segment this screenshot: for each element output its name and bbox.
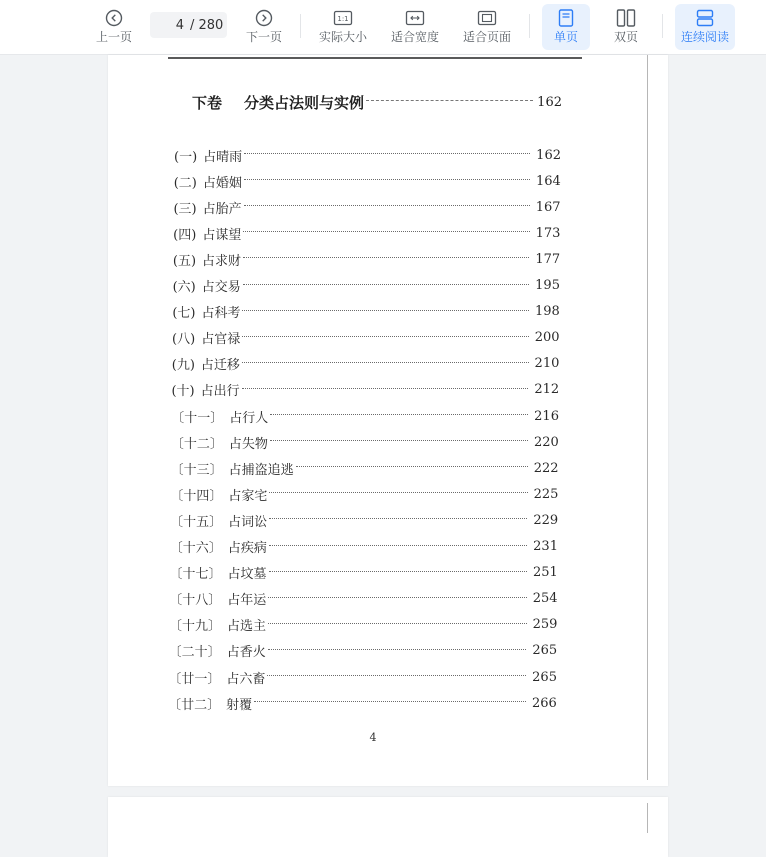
fit-width-icon [405, 7, 425, 29]
leader-dots [242, 388, 529, 389]
toc-entry-index: (六) [172, 280, 196, 295]
toc-entry-index: 〔二十〕 [168, 645, 221, 661]
toc-entry-index: 〔十六〕 [169, 541, 222, 556]
toc-entry-page: 266 [531, 695, 557, 711]
toc-entry-title: 占婚姻 [202, 175, 242, 191]
toc-entry-title: 占疾病 [227, 541, 267, 556]
toc-entry-title: 射覆 [226, 697, 253, 713]
leader-dots [242, 362, 529, 363]
leader-dots [268, 649, 527, 650]
single-page-button[interactable] [542, 4, 590, 50]
toc-entry-index: 〔十二〕 [170, 436, 223, 452]
leader-dots [243, 231, 529, 232]
next-page-button[interactable] [244, 4, 284, 50]
toc-entry-page: 254 [532, 591, 558, 607]
toc-entry [169, 615, 557, 635]
toc-entry-index: 〔十七〕 [169, 567, 222, 583]
continuous-scroll-icon [696, 7, 714, 29]
leader-dots [269, 518, 527, 519]
toc-entry-page: 220 [533, 434, 559, 450]
leader-dots [269, 492, 527, 493]
toc-entry-page: 216 [534, 408, 559, 424]
toc-section-heading [192, 91, 562, 113]
toc-entry [173, 276, 560, 296]
toc-entry [173, 223, 560, 243]
toc-entry-title: 占科考 [201, 306, 241, 322]
double-page-button[interactable] [604, 4, 648, 50]
toc-entry [172, 328, 560, 348]
fit-page-button[interactable] [460, 4, 514, 50]
toc-entry-page: 225 [533, 486, 559, 502]
toc-entry-index: 〔廿二〕 [168, 697, 221, 713]
leader-dots [268, 597, 527, 598]
fit-page-label: 适合页面 [462, 30, 511, 44]
leader-dots [243, 257, 529, 258]
toc-entry-title: 占晴雨 [203, 149, 243, 165]
actual-size-label: 实际大小 [318, 30, 367, 44]
toc-entry [174, 145, 561, 165]
continuous-reading-button[interactable] [675, 4, 735, 50]
toc-entry-page: 265 [532, 669, 557, 685]
leader-dots [268, 623, 527, 624]
toc-entry-page: 162 [536, 147, 561, 163]
toc-entry [169, 589, 557, 609]
toc-entry-index: 〔十九〕 [168, 619, 221, 635]
toc-entry-page: 210 [534, 356, 560, 372]
page-number-box [150, 12, 227, 38]
section-page-number: 162 [537, 94, 562, 110]
toc-entry-page: 200 [534, 330, 560, 346]
toc-entry-page: 231 [533, 539, 558, 554]
toolbar-divider [662, 14, 663, 38]
document-page [108, 55, 668, 786]
chevron-right-circle-icon [255, 7, 273, 29]
toc-entry-index: (二) [173, 175, 197, 191]
toc-entry-title: 占家宅 [228, 488, 268, 504]
total-pages: / 280 [190, 17, 224, 33]
toc-entry-title: 占谋望 [202, 227, 242, 243]
leader-dots [242, 310, 528, 311]
toc-entry [171, 406, 559, 426]
leader-dots [244, 205, 530, 206]
scan-edge-line [647, 803, 648, 833]
toolbar-divider [300, 14, 301, 38]
page-footer-number: 4 [369, 731, 377, 744]
chevron-left-circle-icon [105, 7, 123, 29]
toc-entry-index: 〔十八〕 [169, 593, 222, 609]
toc-entry-title: 占失物 [228, 436, 268, 452]
leader-dots [366, 100, 533, 101]
toc-entry-index: (八) [172, 332, 196, 348]
leader-dots [243, 284, 529, 285]
toc-entry-page: 222 [533, 460, 559, 476]
toc-entry-page: 173 [535, 225, 561, 241]
prev-page-button[interactable] [94, 4, 134, 50]
toc-entry [170, 537, 558, 557]
page-top-rule [168, 57, 582, 59]
toc-entry [168, 667, 557, 687]
toc-entry-index: (一) [174, 149, 198, 165]
toc-entry-title: 占捕盗追逃 [228, 462, 294, 478]
toc-entry [172, 354, 560, 374]
toc-entry-title: 占坟墓 [227, 567, 267, 583]
toc-entry-page: 164 [535, 173, 561, 189]
toc-entry-title: 占胎产 [202, 201, 242, 217]
leader-dots [269, 545, 527, 546]
leader-dots [296, 466, 528, 467]
toc-entry [170, 563, 558, 583]
toc-entry-page: 259 [532, 617, 558, 633]
toc-entry-index: 〔十三〕 [170, 462, 223, 478]
toc-entry-index: (三) [173, 201, 197, 217]
toc-entry [171, 432, 559, 452]
leader-dots [270, 414, 528, 415]
toc-entry-title: 占出行 [200, 384, 240, 400]
fit-page-icon [477, 7, 497, 29]
toc-entry-index: (五) [172, 253, 197, 269]
leader-dots [254, 701, 526, 702]
toc-entry-index: 〔十一〕 [171, 410, 224, 426]
leader-dots [242, 336, 529, 337]
toolbar-divider [529, 14, 530, 38]
actual-size-icon [333, 7, 353, 29]
toc-entry-title: 占六畜 [226, 671, 266, 687]
double-page-icon [616, 7, 636, 29]
toc-entry [173, 249, 560, 269]
toc-entry-page: 229 [533, 512, 559, 528]
toc-entry [174, 171, 561, 191]
toc-entry-title: 占词讼 [228, 514, 268, 530]
toc-entry-index: (九) [171, 358, 195, 374]
toc-entry [171, 458, 559, 478]
toc-entry-page: 198 [534, 304, 560, 320]
next-page-label: 下一页 [245, 30, 282, 44]
toc-entry-page: 212 [534, 382, 560, 398]
leader-dots [269, 571, 527, 572]
single-page-label: 单页 [553, 30, 578, 44]
toc-entry [170, 510, 558, 530]
fit-width-button[interactable] [388, 4, 442, 50]
toc-entry-page: 195 [535, 278, 560, 293]
toc-entry-title: 占求财 [202, 253, 242, 269]
toc-entry-page: 167 [535, 199, 561, 215]
toc-entry-index: (四) [173, 227, 197, 243]
fit-width-label: 适合宽度 [390, 30, 439, 44]
continuous-reading-label: 连续阅读 [680, 30, 729, 44]
toc-entry-index: 〔十四〕 [170, 488, 223, 504]
toc-entry-title: 占迁移 [200, 358, 240, 374]
actual-size-button[interactable] [316, 4, 370, 50]
leader-dots [244, 179, 530, 180]
section-title: 分类占法则与实例 [244, 93, 365, 112]
toc-entry [171, 380, 559, 400]
prev-page-label: 上一页 [95, 30, 132, 44]
volume-label: 下卷 [192, 93, 223, 112]
toc-entry-index: (十) [171, 384, 195, 400]
toc-entry-index: 〔十五〕 [170, 514, 223, 530]
toc-entry-index: 〔廿一〕 [168, 671, 221, 687]
toc-entry-page: 265 [532, 643, 558, 659]
toc-entry-page: 177 [535, 251, 561, 267]
scan-edge-line [647, 55, 648, 780]
toc-entry [170, 484, 558, 504]
toc-entry-title: 占香火 [226, 645, 266, 661]
toc-entry [172, 302, 559, 322]
toc-entry [168, 693, 557, 713]
reader-toolbar [0, 0, 766, 55]
page-number-input[interactable] [150, 18, 188, 33]
single-page-icon [558, 7, 574, 29]
toc-entry [173, 197, 560, 217]
leader-dots [270, 440, 528, 441]
toc-entry-title: 占交易 [201, 280, 241, 295]
leader-dots [267, 675, 526, 676]
toc-entry-title: 占年运 [227, 593, 267, 609]
toc-entry [169, 641, 558, 661]
document-page-next [108, 797, 668, 857]
toc-entry-title: 占官禄 [201, 332, 241, 348]
actual-size-icon-text: 1:1 [337, 15, 349, 23]
toc-entry-index: (七) [172, 306, 196, 322]
double-page-label: 双页 [613, 30, 638, 44]
toc-entry-title: 占选主 [226, 619, 266, 635]
leader-dots [244, 153, 530, 154]
toc-entry-title: 占行人 [229, 410, 269, 426]
toc-entry-page: 251 [532, 565, 558, 581]
